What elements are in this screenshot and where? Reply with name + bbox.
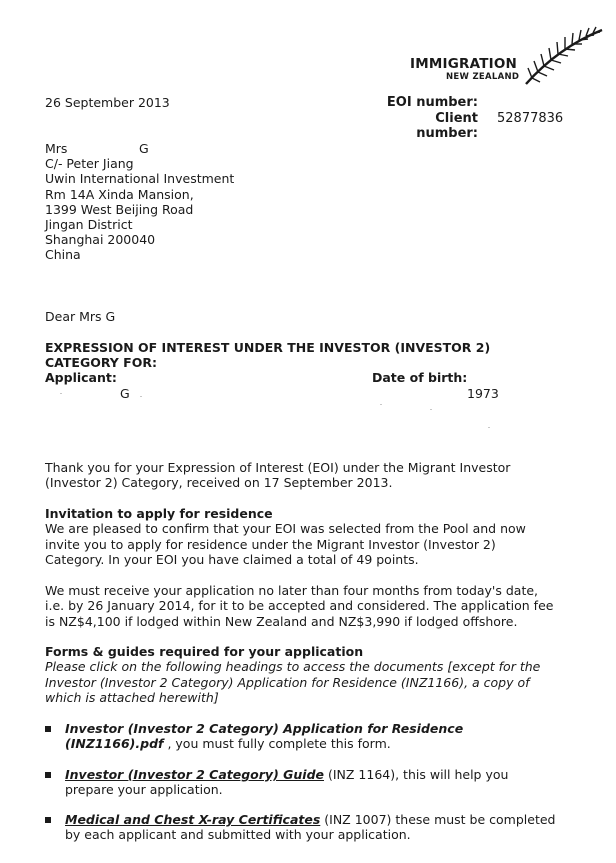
applicant-value: G [120,386,130,401]
invitation-section [45,506,585,567]
medical-certificates-link[interactable]: Medical and Chest X-ray Certificates [65,812,321,827]
letter-date: 26 September 2013 [45,95,170,110]
paragraph-line: is NZ$4,100 if lodged within New Zealand and NZ$3,990 if lodged offshore. [45,613,518,629]
deadline-paragraph [45,583,585,629]
bullet-icon [45,817,51,823]
address-line: C/- Peter Jiang [45,156,134,172]
paragraph-line: We are pleased to confirm that your EOI was selected from the Pool and now [45,521,526,537]
application-form-filename[interactable]: (INZ1166).pdf [65,736,164,752]
bullet-text: prepare your application. [65,782,223,798]
intro-paragraph [45,460,585,491]
application-form-link[interactable]: Investor (Investor 2 Category) Application for Residence [65,721,464,736]
heading-line: CATEGORY FOR: [45,355,157,370]
address-line: Shanghai 200040 [45,232,156,248]
immigration-nz-logo [404,26,604,86]
forms-section [45,644,585,705]
eoi-number-label: EOI number: [386,95,478,110]
client-number-value: 52877836 [497,111,564,126]
forms-note-line: Investor (Investor 2 Category) Application for Residence (INZ1166), a copy of [45,674,530,690]
bullet-text: (INZ 1164), this will help you [324,767,509,782]
bullet-icon [45,772,51,778]
paragraph-line: Thank you for your Expression of Interest (EOI) under the Migrant Investor [45,460,511,475]
forms-note-line: which is attached herewith] [45,689,219,705]
dob-label: Date of birth: [372,370,468,385]
applicant-label: Applicant: [45,370,117,385]
paragraph-line: We must receive your application no later than four months from today's date, [45,583,539,598]
client-number-label: Client number: [416,111,478,141]
heading-line: EXPRESSION OF INTEREST UNDER THE INVESTOR (INVESTOR 2) [45,340,491,355]
silver-fern-icon [522,26,606,88]
bullet-icon [45,726,51,732]
dob-value: 1973 [467,386,499,401]
address-line: Uwin International Investment [45,171,235,187]
recipient-address [45,141,234,263]
investor-guide-link[interactable]: Investor (Investor 2 Category) Guide [65,767,324,782]
bullet-text: , you must fully complete this form. [163,736,391,752]
address-line: 1399 West Beijing Road [45,201,194,217]
paragraph-line: invite you to apply for residence under the Migrant Investor (Investor 2) [45,536,496,552]
bullet-text: (INZ 1007) these must be completed [320,812,556,827]
address-line: China [45,247,81,263]
paragraph-line: (Investor 2) Category, received on 17 September 2013. [45,475,393,491]
logo-line1: IMMIGRATION [410,56,517,72]
forms-note-line: Please click on the following headings to access the documents [except for the [45,659,541,675]
address-line: Rm 14A Xinda Mansion, [45,186,194,202]
letter-heading [45,340,490,370]
address-line: Jingan District [45,217,133,233]
list-item [45,812,585,843]
paragraph-line: Category. In your EOI you have claimed a total of 49 points. [45,551,419,567]
address-line: Mrs G [45,141,149,156]
bullet-text: by each applicant and submitted with your application. [65,827,411,843]
paragraph-line: i.e. by 26 January 2014, for it to be accepted and considered. The application fee [45,598,554,614]
forms-heading: Forms & guides required for your application [45,644,364,659]
list-item [45,721,585,752]
invitation-heading: Invitation to apply for residence [45,506,273,521]
list-item [45,767,585,798]
salutation: Dear Mrs G [45,309,116,324]
logo-line2: NEW ZEALAND [446,72,520,82]
